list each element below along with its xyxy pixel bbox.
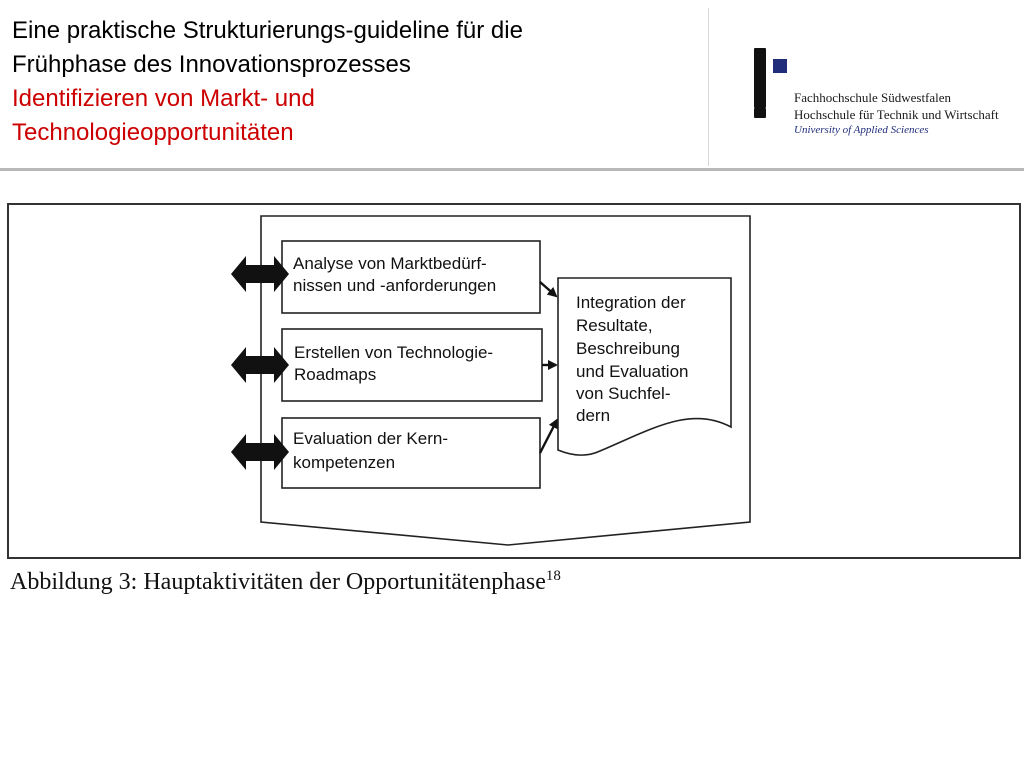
- exclamation-logo-dot: [754, 108, 766, 118]
- slide-title-line-2: Frühphase des Innovationsprozesses: [12, 51, 411, 78]
- result-line-2: Resultate,: [576, 316, 653, 335]
- result-line-3: Beschreibung: [576, 339, 680, 358]
- slide-title-line-1: Eine praktische Strukturierungs-guideline für die: [12, 17, 523, 44]
- university-logo-text: [794, 89, 999, 138]
- double-arrow-icon-1: [231, 256, 289, 292]
- figure-caption-text: Abbildung 3: Hauptaktivitäten der Opportunitätenphase: [10, 569, 546, 595]
- activity-2-line-2: Roadmaps: [294, 365, 377, 384]
- double-arrow-icon-3: [231, 434, 289, 470]
- activity-2-line-1: Erstellen von Technologie-: [294, 343, 494, 362]
- logo-line-2: Hochschule für Technik und Wirtschaft: [794, 107, 999, 122]
- opportunity-phase-diagram: [0, 196, 1024, 560]
- header-divider: [708, 8, 709, 166]
- double-arrow-icon-2: [231, 347, 289, 383]
- result-line-1: Integration der: [576, 293, 686, 312]
- activity-1-line-1: Analyse von Marktbedürf-: [293, 254, 487, 273]
- activity-3-line-2: kompetenzen: [293, 453, 396, 472]
- result-line-6: dern: [576, 406, 611, 425]
- logo-square-icon: [773, 59, 787, 73]
- connector-arrow-1: [540, 282, 556, 296]
- activity-box-core-competencies: [282, 418, 540, 488]
- result-line-5: von Suchfel-: [576, 384, 671, 403]
- activity-3-line-1: Evaluation der Kern-: [293, 429, 448, 448]
- figure-caption-footnote: 18: [545, 568, 561, 584]
- figure-caption: [10, 568, 561, 596]
- logo-line-1: Fachhochschule Südwestfalen: [794, 90, 952, 105]
- activity-box-technology-roadmaps: [282, 329, 542, 401]
- slide-subtitle-line-1: Identifizieren von Markt- und: [12, 85, 315, 112]
- slide-title-block: [12, 14, 692, 150]
- activity-1-line-2: nissen und -anforderungen: [293, 276, 497, 295]
- connector-arrow-3: [540, 420, 557, 453]
- slide-subtitle-line-2: Technologieopportunitäten: [12, 119, 294, 146]
- logo-line-3: University of Applied Sciences: [794, 124, 929, 136]
- exclamation-logo-icon: [754, 48, 766, 108]
- header-rule: [0, 168, 1024, 171]
- result-line-4: und Evaluation: [576, 362, 689, 381]
- activity-box-market-analysis: [282, 241, 540, 313]
